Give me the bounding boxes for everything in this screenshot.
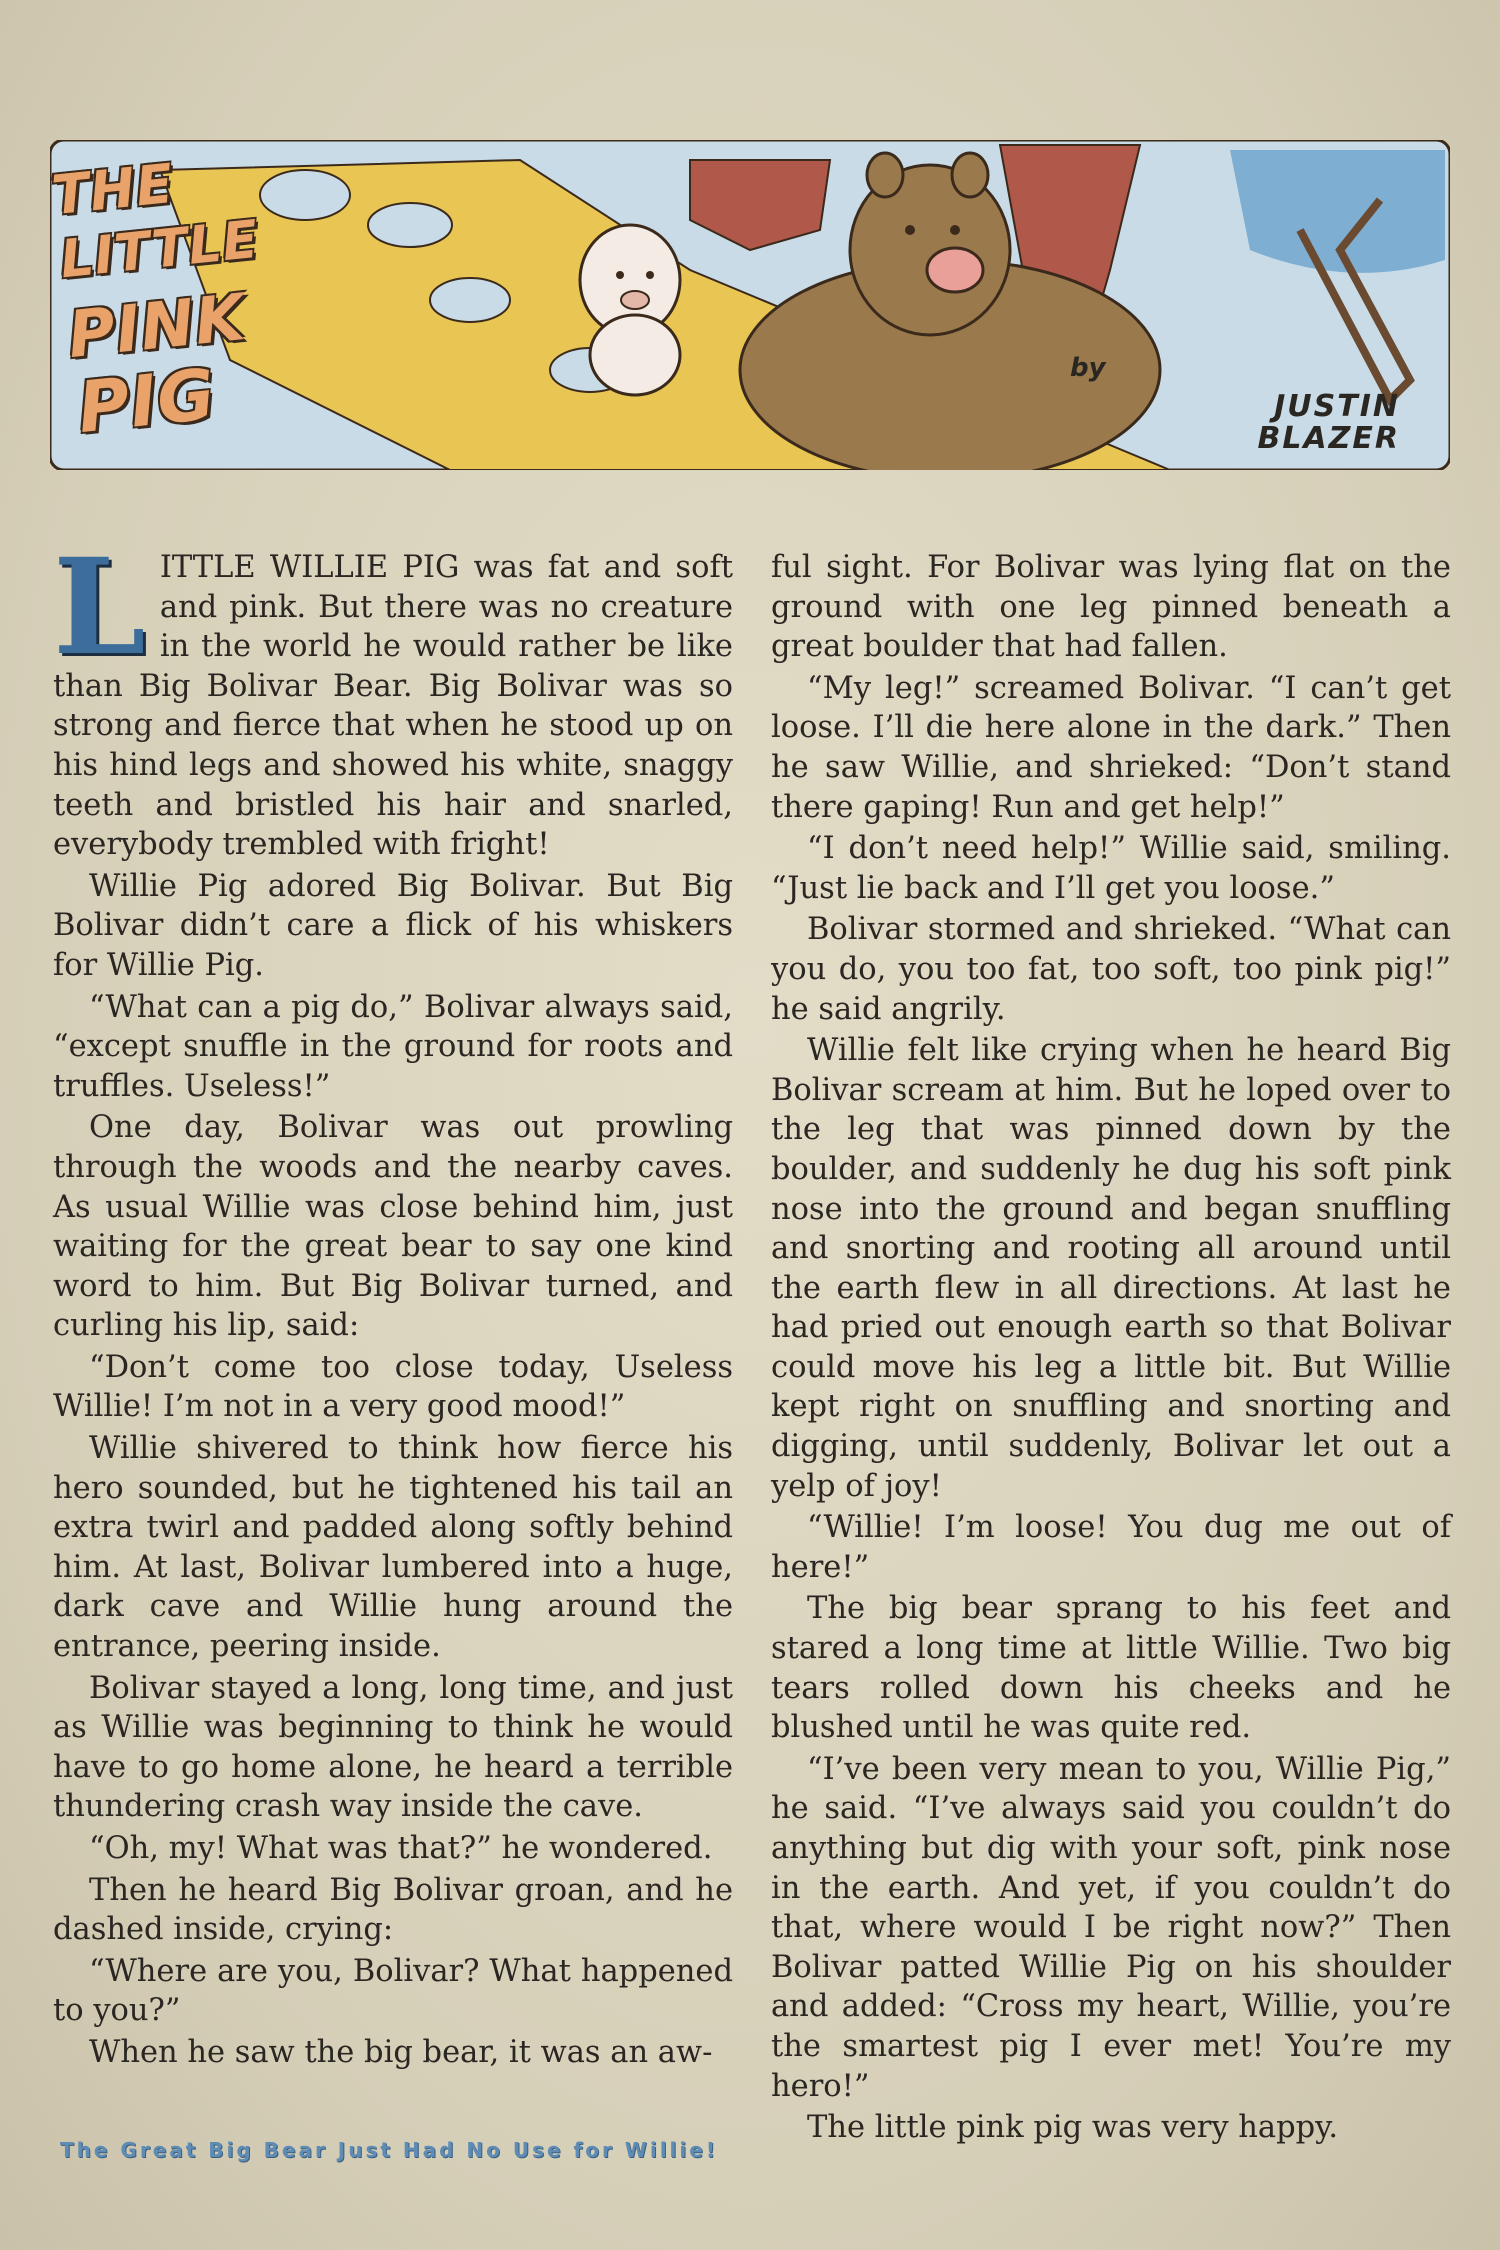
byline <box>1070 353 1400 456</box>
pig-figure <box>580 225 680 395</box>
title-word-pig: PIG <box>74 353 220 449</box>
title-word-little: LITTLE <box>57 209 262 291</box>
paragraph: Willie shivered to think how fierce his hero sounded, but he tightened his tail an extra twirl and padded along softly behind him. At last, Bolivar lumbered into a huge, dark cave and Willie hung around the entrance, peering inside. <box>53 1431 733 1665</box>
paragraph: One day, Bolivar was out prowling through the woods and the nearby caves. As usual Willie was close behind him, just waiting for the great bear to say one kind word to him. But Big Bolivar turned, and curling his lip, said: <box>53 1110 733 1344</box>
story-body <box>53 530 1451 2146</box>
byline-author-first: JUSTIN <box>1274 389 1400 424</box>
story-column-right <box>771 548 1451 2150</box>
paragraph: Then he heard Big Bolivar groan, and he dashed inside, crying: <box>53 1872 733 1948</box>
paragraph: “Where are you, Bolivar? What happened to you?” <box>53 1953 733 2029</box>
story-title <box>50 140 290 470</box>
title-word-pink: PINK <box>64 280 250 374</box>
paragraph: “Willie! I’m loose! You dug me out of here!” <box>771 1510 1451 1585</box>
paragraph: “Oh, my! What was that?” he wondered. <box>89 1831 713 1866</box>
paragraph: When he saw the big bear, it was an aw- <box>89 2034 713 2070</box>
paragraph: ful sight. For Bolivar was lying flat on the ground with one leg pinned beneath a great boulder that had fallen. <box>771 550 1451 665</box>
title-word-the: THE <box>49 151 177 228</box>
paragraph: Willie felt like crying when he heard Big Bolivar scream at him. But he loped over to the leg that was pinned down by the boulder, and suddenly he dug his soft pink nose into the ground and began snuffling and snorting and rooting all around until the earth flew in all directions. At last he had pried out enough earth so that Bolivar could move his leg a little bit. But Willie kept right on snuffling and snorting and digging, until suddenly, Bolivar let out a yelp of joy! <box>771 1033 1451 1504</box>
paragraph: Bolivar stormed and shrieked. “What can you do, you too fat, too soft, too pink pig!” he said angrily. <box>771 912 1451 1027</box>
drop-cap: L <box>53 530 146 685</box>
title-banner <box>50 140 1450 470</box>
footer-slogan: The Great Big Bear Just Had No Use for Willie! <box>60 2138 718 2162</box>
paragraph: The big bear sprang to his feet and stared a long time at little Willie. Two big tears rolled down his cheeks and he blushed until he was quite red. <box>771 1591 1451 1746</box>
paragraph: Willie Pig adored Big Bolivar. But Big Bolivar didn’t care a flick of his whiskers for Willie Pig. <box>53 868 733 983</box>
paragraph: LITTLE WILLIE PIG was fat and soft and pink. But there was no creature in the world he would rather be like than Big Bolivar Bear. Big Bolivar was so strong and fierce that when he stood up on his hind legs and showed his white, snaggy teeth and bristled his hair and snarled, everybody trembled with fright! <box>53 530 733 863</box>
paragraph: “Don’t come too close today, Useless Willie! I’m not in a very good mood!” <box>53 1349 733 1425</box>
byline-by: by <box>1070 353 1106 383</box>
byline-author-last: BLAZER <box>1257 420 1400 456</box>
paragraph: “What can a pig do,” Bolivar always said, “except snuffle in the ground for roots and truffles. Useless!” <box>53 989 733 1104</box>
paragraph: Bolivar stayed a long, long time, and just as Willie was beginning to think he would have to go home alone, he heard a terrible thundering crash way inside the cave. <box>53 1670 733 1825</box>
paragraph: “I don’t need help!” Willie said, smiling. “Just lie back and I’ll get you loose.” <box>771 831 1451 906</box>
paragraph: “My leg!” screamed Bolivar. “I can’t get loose. I’ll die here alone in the dark.” Then he saw Willie, and shrieked: “Don’t stand there gaping! Run and get help!” <box>771 670 1451 825</box>
paragraph: “I’ve been very mean to you, Willie Pig,” he said. “I’ve always said you couldn’t do anything but dig with your soft, pink nose in the earth. And yet, if you couldn’t do that, where would I be right now?” Then Bolivar patted Willie Pig on his shoulder and added: “Cross my heart, Willie, you’re the smartest pig I ever met! You’re my hero!” <box>771 1751 1451 2104</box>
story-column-left <box>53 530 733 2075</box>
paragraph: The little pink pig was very happy. <box>807 2110 1339 2146</box>
